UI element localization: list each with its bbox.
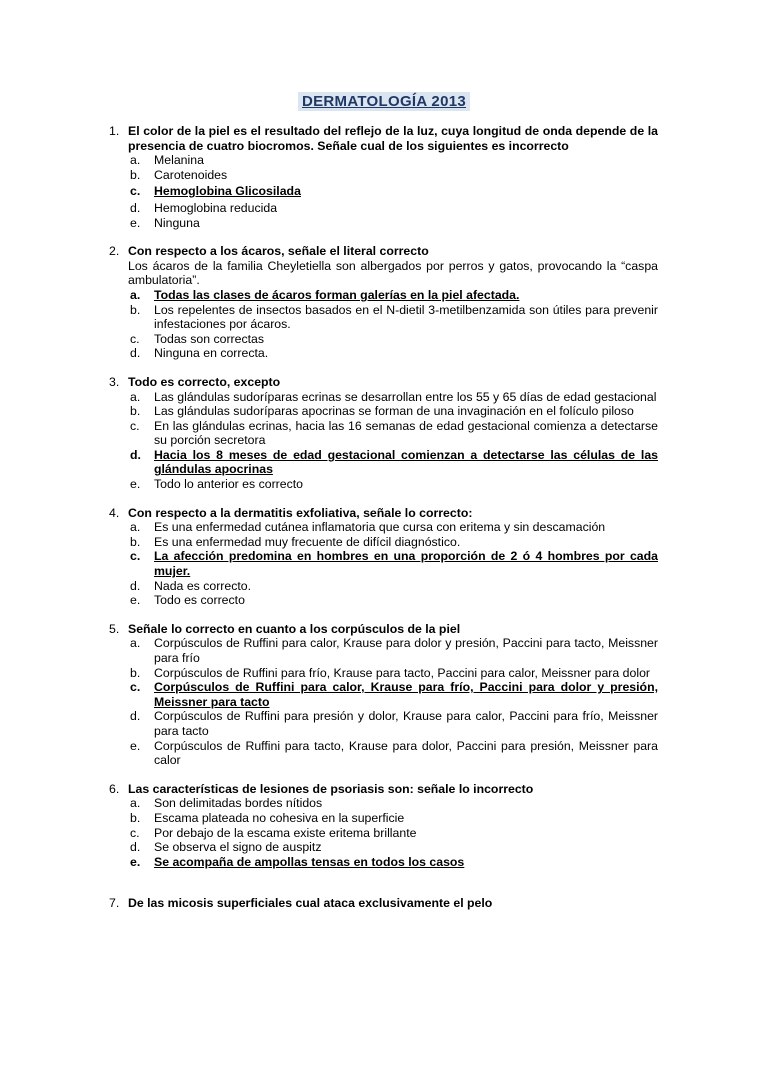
option-text: Escama plateada no cohesiva en la superficie <box>154 810 405 825</box>
option-b <box>128 303 658 332</box>
option-text: Ninguna en correcta. <box>154 346 269 361</box>
option-e-correct <box>128 855 658 870</box>
option-text: Corpúsculos de Ruffini para frío, Krause para tacto, Paccini para calor, Meissner para dolor <box>154 665 651 680</box>
option-letter: a. <box>130 389 141 404</box>
question-intro: Los ácaros de la familia Cheyletiella son albergados por perros y gatos, provocando la “caspa ambulatoria”. <box>128 258 658 288</box>
question-number: 7. <box>109 896 120 911</box>
option-letter: a. <box>130 796 141 811</box>
question-5 <box>109 622 658 768</box>
option-letter: e. <box>130 593 141 608</box>
option-letter: d. <box>130 709 141 724</box>
option-list <box>128 636 658 767</box>
option-letter: b. <box>130 534 141 549</box>
option-text: Corpúsculos de Ruffini para calor, Krause para dolor y presión, Paccini para tacto, Meissner para frío <box>154 636 658 665</box>
option-text: Las glándulas sudoríparas apocrinas se forman de una invaginación en el folículo piloso <box>154 404 634 419</box>
option-d <box>128 201 658 216</box>
question-number: 4. <box>109 505 120 520</box>
option-b <box>128 404 658 419</box>
question-stem: El color de la piel es el resultado del reflejo de la luz, cuya longitud de onda depende de la presencia de cuatro biocromos. Señale cual de los siguientes es incorrecto <box>128 124 658 153</box>
option-letter: b. <box>130 665 141 680</box>
option-letter: d. <box>130 346 141 361</box>
option-a-correct <box>128 288 658 303</box>
option-text: Se observa el signo de auspitz <box>154 840 322 855</box>
option-c-correct <box>128 680 658 709</box>
option-text: Carotenoides <box>154 167 228 182</box>
question-number: 3. <box>109 374 120 389</box>
option-a <box>128 520 658 535</box>
option-letter: e. <box>130 215 141 230</box>
option-text: Todas son correctas <box>154 331 265 346</box>
option-letter: b. <box>130 810 141 825</box>
option-e <box>128 739 658 768</box>
option-text: Por debajo de la escama existe eritema brillante <box>154 825 417 840</box>
option-text: Es una enfermedad cutánea inflamatoria que cursa con eritema y sin descamación <box>154 520 606 535</box>
option-letter: d. <box>130 200 141 215</box>
option-letter: c. <box>130 184 141 199</box>
option-letter: c. <box>130 549 141 564</box>
option-text: Se acompaña de ampollas tensas en todos los casos <box>154 854 465 869</box>
option-b <box>128 535 658 550</box>
option-letter: e. <box>130 477 141 492</box>
option-b <box>128 168 658 183</box>
option-text: Los repelentes de insectos basados en el N-dietil 3-metilbenzamida son útiles para prevenir infestaciones por ácaros. <box>154 302 658 332</box>
option-letter: b. <box>130 167 141 182</box>
option-text: Nada es correcto. <box>154 578 252 593</box>
option-text: Ninguna <box>154 215 200 230</box>
option-c <box>128 332 658 347</box>
option-letter: a. <box>130 520 141 535</box>
option-letter: c. <box>130 680 141 695</box>
question-2 <box>109 244 658 361</box>
option-d <box>128 840 658 855</box>
option-d-correct <box>128 448 658 477</box>
question-3 <box>109 375 658 492</box>
question-1 <box>109 124 658 230</box>
question-stem: Señale lo correcto en cuanto a los corpúsculos de la piel <box>128 621 461 636</box>
option-text: Hemoglobina reducida <box>154 200 278 215</box>
option-text: En las glándulas ecrinas, hacia las 16 semanas de edad gestacional comienza a detectarse su porción secretora <box>154 418 658 448</box>
option-text: Corpúsculos de Ruffini para presión y dolor, Krause para calor, Paccini para frío, Meissner para tacto <box>154 709 658 738</box>
option-b <box>128 811 658 826</box>
option-text: La afección predomina en hombres en una proporción de 2 ó 4 hombres por cada mujer. <box>154 549 658 579</box>
question-stem: Todo es correcto, excepto <box>128 374 281 389</box>
question-number: 2. <box>109 244 120 259</box>
option-letter: c. <box>130 418 140 433</box>
option-letter: b. <box>130 404 141 419</box>
option-text: Corpúsculos de Ruffini para calor, Krause para frío, Paccini para dolor y presión, Meissner para tacto <box>154 680 658 709</box>
option-d <box>128 346 658 361</box>
option-d <box>128 709 658 738</box>
option-letter: d. <box>130 578 141 593</box>
document-title-wrap <box>0 92 768 111</box>
option-a <box>128 390 658 405</box>
option-letter: a. <box>130 153 141 168</box>
question-4 <box>109 506 658 608</box>
option-list <box>128 520 658 608</box>
option-a <box>128 636 658 665</box>
question-stem: Las características de lesiones de psoriasis son: señale lo incorrecto <box>128 781 534 796</box>
option-text: Son delimitadas bordes nítidos <box>154 796 323 811</box>
option-letter: a. <box>130 287 141 302</box>
option-letter: c. <box>130 331 140 346</box>
option-c-correct <box>128 184 658 199</box>
option-letter: c. <box>130 825 140 840</box>
option-b <box>128 666 658 681</box>
option-text: Hacia los 8 meses de edad gestacional comienzan a detectarse las células de las glándulas apocrinas <box>154 447 658 477</box>
question-number: 5. <box>109 621 120 636</box>
option-letter: d. <box>130 447 141 462</box>
question-stem: Con respecto a los ácaros, señale el literal correcto <box>128 244 429 259</box>
question-stem: De las micosis superficiales cual ataca exclusivamente el pelo <box>128 896 493 911</box>
option-text: Todo es correcto <box>154 593 245 608</box>
option-text: Todas las clases de ácaros forman galerías en la piel afectada. <box>154 287 520 302</box>
option-e <box>128 593 658 608</box>
option-c <box>128 826 658 841</box>
question-number: 6. <box>109 781 120 796</box>
option-letter: e. <box>130 738 141 753</box>
option-list <box>128 796 658 869</box>
option-text: Melanina <box>154 153 204 168</box>
option-list <box>128 288 658 361</box>
question-number: 1. <box>109 124 120 138</box>
option-a <box>128 153 658 168</box>
question-stem: Con respecto a la dermatitis exfoliativa, señale lo correcto: <box>128 505 473 520</box>
option-text: Todo lo anterior es correcto <box>154 477 304 492</box>
option-letter: d. <box>130 840 141 855</box>
option-e <box>128 216 658 231</box>
option-text: Corpúsculos de Ruffini para tacto, Krause para dolor, Paccini para presión, Meissner para calor <box>154 738 658 768</box>
question-list <box>109 124 658 925</box>
option-list <box>128 153 658 230</box>
question-6 <box>109 782 658 870</box>
option-text: Hemoglobina Glicosilada <box>154 184 301 199</box>
option-letter: b. <box>130 302 141 317</box>
option-a <box>128 796 658 811</box>
option-e <box>128 477 658 492</box>
question-7 <box>109 896 658 911</box>
option-letter: a. <box>130 636 141 651</box>
option-text: Es una enfermedad muy frecuente de difícil diagnóstico. <box>154 534 461 549</box>
option-c <box>128 419 658 448</box>
option-list <box>128 390 658 492</box>
option-d <box>128 579 658 594</box>
document-title: DERMATOLOGÍA 2013 <box>298 92 470 111</box>
option-letter: e. <box>130 854 141 869</box>
option-c-correct <box>128 549 658 578</box>
option-text: Las glándulas sudoríparas ecrinas se desarrollan entre los 55 y 65 días de edad gestacional <box>154 389 657 404</box>
